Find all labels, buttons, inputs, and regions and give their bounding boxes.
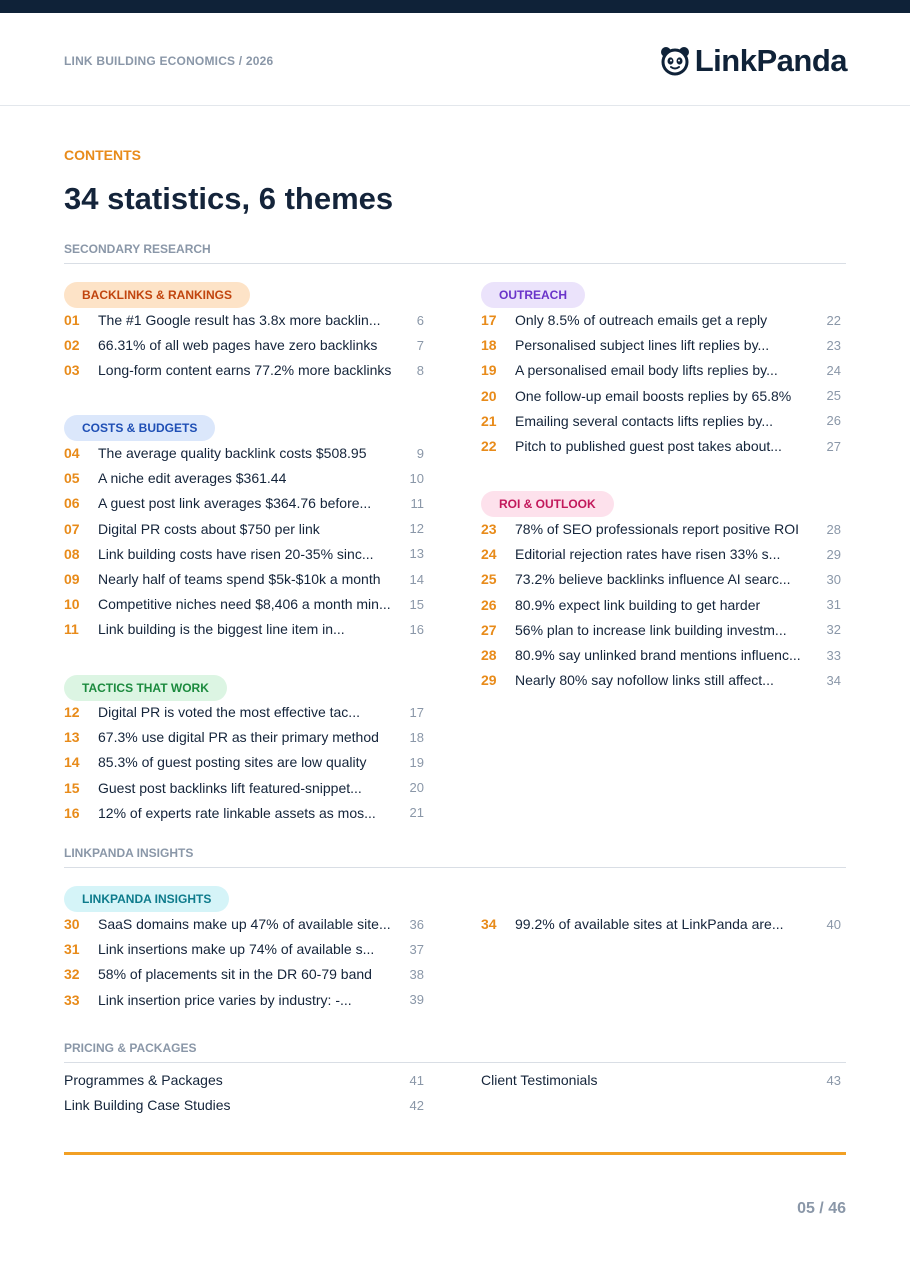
- footer-rule: [64, 1152, 846, 1155]
- entry-title: 80.9% say unlinked brand mentions influenc...: [515, 647, 801, 663]
- entry-page: 15: [409, 596, 424, 612]
- entry-title: 85.3% of guest posting sites are low quality: [98, 754, 367, 771]
- entry-title: Link insertions make up 74% of available s...: [98, 941, 375, 958]
- entry-number: 09: [64, 571, 80, 587]
- entry-title: 80.9% expect link building to get harder: [515, 596, 761, 613]
- entry-title: Programmes & Packages: [64, 1072, 223, 1088]
- entry-title: A guest post link averages $364.76 before...: [98, 495, 372, 512]
- toc-entry[interactable]: [481, 595, 841, 615]
- page-title: 34 statistics, 6 themes: [64, 181, 394, 216]
- entry-number: 23: [481, 521, 497, 537]
- entry-title: Guest post backlinks lift featured-snippet...: [98, 779, 362, 796]
- entry-page: 34: [826, 672, 841, 688]
- group-pill-insights: LINKPANDA INSIGHTS: [64, 886, 229, 912]
- entry-number: 25: [481, 571, 497, 588]
- entry-page: 27: [826, 438, 841, 454]
- section-heading-pricing: PRICING & PACKAGES: [64, 1041, 846, 1063]
- entry-page: 20: [409, 780, 424, 796]
- entry-page: 40: [826, 916, 841, 932]
- entry-page: 17: [409, 704, 424, 720]
- group-pill-costs: COSTS & BUDGETS: [64, 415, 215, 441]
- toc-entry[interactable]: [64, 335, 424, 355]
- entry-page: 41: [409, 1072, 424, 1088]
- entry-title: Pitch to published guest post takes about...: [515, 438, 782, 454]
- entry-number: 18: [481, 337, 497, 354]
- entry-number: 24: [481, 546, 497, 563]
- entry-title: A personalised email body lifts replies by...: [515, 362, 778, 379]
- group-pill-backlinks: BACKLINKS & RANKINGS: [64, 282, 250, 308]
- section-heading-insights: LINKPANDA INSIGHTS: [64, 846, 846, 868]
- toc-entry[interactable]: [481, 1070, 841, 1090]
- entry-title: A niche edit averages $361.44: [98, 470, 287, 487]
- entry-title: 78% of SEO professionals report positive ROI: [515, 521, 800, 537]
- entry-page: 6: [416, 312, 424, 328]
- entry-number: 17: [481, 312, 497, 328]
- entry-page: 13: [409, 546, 424, 562]
- entry-page: 28: [826, 521, 841, 537]
- entry-title: Link building is the biggest line item in...: [98, 621, 345, 638]
- entry-number: 22: [481, 438, 497, 454]
- entry-number: 21: [481, 412, 497, 429]
- toc-entry[interactable]: [64, 360, 424, 380]
- panda-icon: [661, 46, 689, 76]
- entry-number: 04: [64, 445, 80, 461]
- entry-page: 33: [826, 647, 841, 663]
- page-header: [0, 13, 910, 106]
- toc-entry[interactable]: [481, 670, 841, 690]
- entry-number: 12: [64, 704, 80, 720]
- entry-page: 37: [409, 941, 424, 957]
- entry-number: 30: [64, 916, 80, 932]
- entry-number: 03: [64, 362, 80, 379]
- entry-number: 01: [64, 312, 80, 328]
- entry-page: 14: [409, 571, 424, 587]
- entry-title: 73.2% believe backlinks influence AI searc...: [515, 571, 791, 588]
- toc-entry[interactable]: [64, 964, 424, 984]
- entry-title: 67.3% use digital PR as their primary method: [98, 729, 379, 746]
- toc-entry[interactable]: [64, 619, 424, 639]
- toc-entry[interactable]: [481, 914, 841, 934]
- toc-entry[interactable]: [64, 493, 424, 513]
- entry-number: 26: [481, 596, 497, 613]
- toc-entry[interactable]: [481, 519, 841, 539]
- toc-entry[interactable]: [481, 436, 841, 456]
- entry-number: 10: [64, 596, 80, 613]
- entry-title: Competitive niches need $8,406 a month min...: [98, 596, 391, 613]
- entry-title: 99.2% of available sites at LinkPanda are...: [515, 916, 784, 932]
- toc-entry[interactable]: [64, 544, 424, 564]
- entry-title: Link Building Case Studies: [64, 1097, 231, 1113]
- entry-title: Digital PR costs about $750 per link: [98, 520, 320, 537]
- entry-number: 05: [64, 470, 80, 487]
- entry-page: 16: [409, 621, 424, 637]
- entry-page: 23: [826, 337, 841, 353]
- entry-page: 22: [826, 312, 841, 328]
- entry-title: Editorial rejection rates have risen 33% s...: [515, 546, 781, 563]
- toc-entry[interactable]: [64, 443, 424, 463]
- toc-entry[interactable]: [64, 752, 424, 772]
- entry-number: 02: [64, 337, 80, 354]
- toc-entry[interactable]: [481, 310, 841, 330]
- toc-entry[interactable]: [481, 335, 841, 355]
- toc-entry[interactable]: [481, 360, 841, 380]
- toc-entry[interactable]: [64, 310, 424, 330]
- toc-entry[interactable]: [64, 1070, 424, 1090]
- entry-page: 43: [826, 1072, 841, 1088]
- toc-entry[interactable]: [64, 990, 424, 1010]
- brand-logo: [661, 43, 847, 79]
- entry-page: 7: [416, 337, 424, 353]
- page-number: 05 / 46: [797, 1200, 846, 1217]
- entry-page: 31: [826, 597, 841, 613]
- entry-number: 34: [481, 916, 497, 932]
- entry-page: 29: [826, 546, 841, 562]
- entry-number: 29: [481, 672, 497, 689]
- entry-number: 28: [481, 647, 497, 663]
- entry-title: 66.31% of all web pages have zero backlinks: [98, 337, 378, 354]
- entry-number: 27: [481, 621, 497, 638]
- entry-number: 06: [64, 495, 80, 512]
- toc-entry[interactable]: [481, 645, 841, 665]
- entry-page: 10: [409, 470, 424, 486]
- toc-entry[interactable]: [64, 594, 424, 614]
- entry-page: 18: [409, 729, 424, 745]
- entry-title: One follow-up email boosts replies by 65.8%: [515, 387, 792, 404]
- entry-page: 21: [409, 805, 424, 821]
- entry-title: Link insertion price varies by industry: -...: [98, 991, 352, 1008]
- entry-title: 12% of experts rate linkable assets as mos...: [98, 804, 376, 821]
- entry-title: SaaS domains make up 47% of available site...: [98, 916, 391, 932]
- contents-label: CONTENTS: [64, 147, 141, 163]
- entry-title: Emailing several contacts lifts replies by...: [515, 412, 774, 429]
- entry-page: 42: [409, 1097, 424, 1113]
- top-bar: [0, 0, 910, 13]
- entry-title: Nearly half of teams spend $5k-$10k a month: [98, 571, 381, 587]
- entry-number: 07: [64, 520, 80, 537]
- toc-entry[interactable]: [64, 1095, 424, 1115]
- entry-page: 38: [409, 966, 424, 982]
- toc-entry[interactable]: [64, 727, 424, 747]
- entry-number: 16: [64, 804, 80, 821]
- brand-name: LinkPanda: [694, 43, 847, 78]
- toc-entry[interactable]: [64, 468, 424, 488]
- entry-number: 31: [64, 941, 80, 958]
- toc-entry[interactable]: [64, 778, 424, 798]
- toc-entry[interactable]: [481, 620, 841, 640]
- entry-title: Personalised subject lines lift replies by...: [515, 337, 770, 354]
- toc-entry[interactable]: [64, 702, 424, 722]
- entry-title: Long-form content earns 77.2% more backlinks: [98, 362, 392, 379]
- entry-title: Nearly 80% say nofollow links still affect...: [515, 672, 774, 689]
- entry-page: 24: [826, 362, 841, 378]
- entry-page: 39: [409, 992, 424, 1008]
- entry-number: 14: [64, 754, 80, 771]
- entry-number: 11: [64, 621, 79, 638]
- entry-number: 33: [64, 991, 80, 1008]
- entry-number: 20: [481, 387, 497, 404]
- entry-number: 13: [64, 729, 80, 746]
- report-label: LINK BUILDING ECONOMICS / 2026: [64, 54, 274, 68]
- entry-page: 11: [410, 495, 424, 511]
- toc-entry[interactable]: [481, 411, 841, 431]
- toc-entry[interactable]: [64, 803, 424, 823]
- entry-number: 19: [481, 362, 497, 379]
- entry-title: Digital PR is voted the most effective tac...: [98, 704, 360, 720]
- toc-entry[interactable]: [64, 569, 424, 589]
- entry-page: 12: [409, 521, 424, 537]
- entry-title: Only 8.5% of outreach emails get a reply: [515, 312, 768, 328]
- entry-number: 15: [64, 779, 80, 796]
- toc-entry[interactable]: [64, 914, 424, 934]
- toc-entry[interactable]: [481, 386, 841, 406]
- entry-number: 32: [64, 966, 80, 983]
- entry-title: Link building costs have risen 20-35% sinc...: [98, 545, 374, 562]
- entry-page: 32: [826, 622, 841, 638]
- entry-page: 25: [826, 388, 841, 404]
- entry-page: 8: [416, 362, 424, 378]
- entry-page: 9: [416, 445, 424, 461]
- group-pill-outreach: OUTREACH: [481, 282, 585, 308]
- entry-page: 30: [826, 571, 841, 587]
- group-pill-tactics: TACTICS THAT WORK: [64, 675, 227, 701]
- toc-entry[interactable]: [481, 569, 841, 589]
- entry-page: 19: [409, 754, 424, 770]
- group-pill-roi: ROI & OUTLOOK: [481, 491, 614, 517]
- toc-entry[interactable]: [64, 519, 424, 539]
- entry-title: The #1 Google result has 3.8x more backlin...: [98, 312, 381, 328]
- entry-title: 56% plan to increase link building investm...: [515, 621, 787, 638]
- entry-number: 08: [64, 545, 80, 562]
- entry-title: 58% of placements sit in the DR 60-79 band: [98, 966, 372, 983]
- section-heading-secondary: SECONDARY RESEARCH: [64, 242, 846, 264]
- toc-entry[interactable]: [481, 544, 841, 564]
- entry-page: 36: [409, 916, 424, 932]
- entry-title: Client Testimonials: [481, 1072, 598, 1088]
- toc-entry[interactable]: [64, 939, 424, 959]
- entry-title: The average quality backlink costs $508.95: [98, 445, 367, 461]
- entry-page: 26: [826, 413, 841, 429]
